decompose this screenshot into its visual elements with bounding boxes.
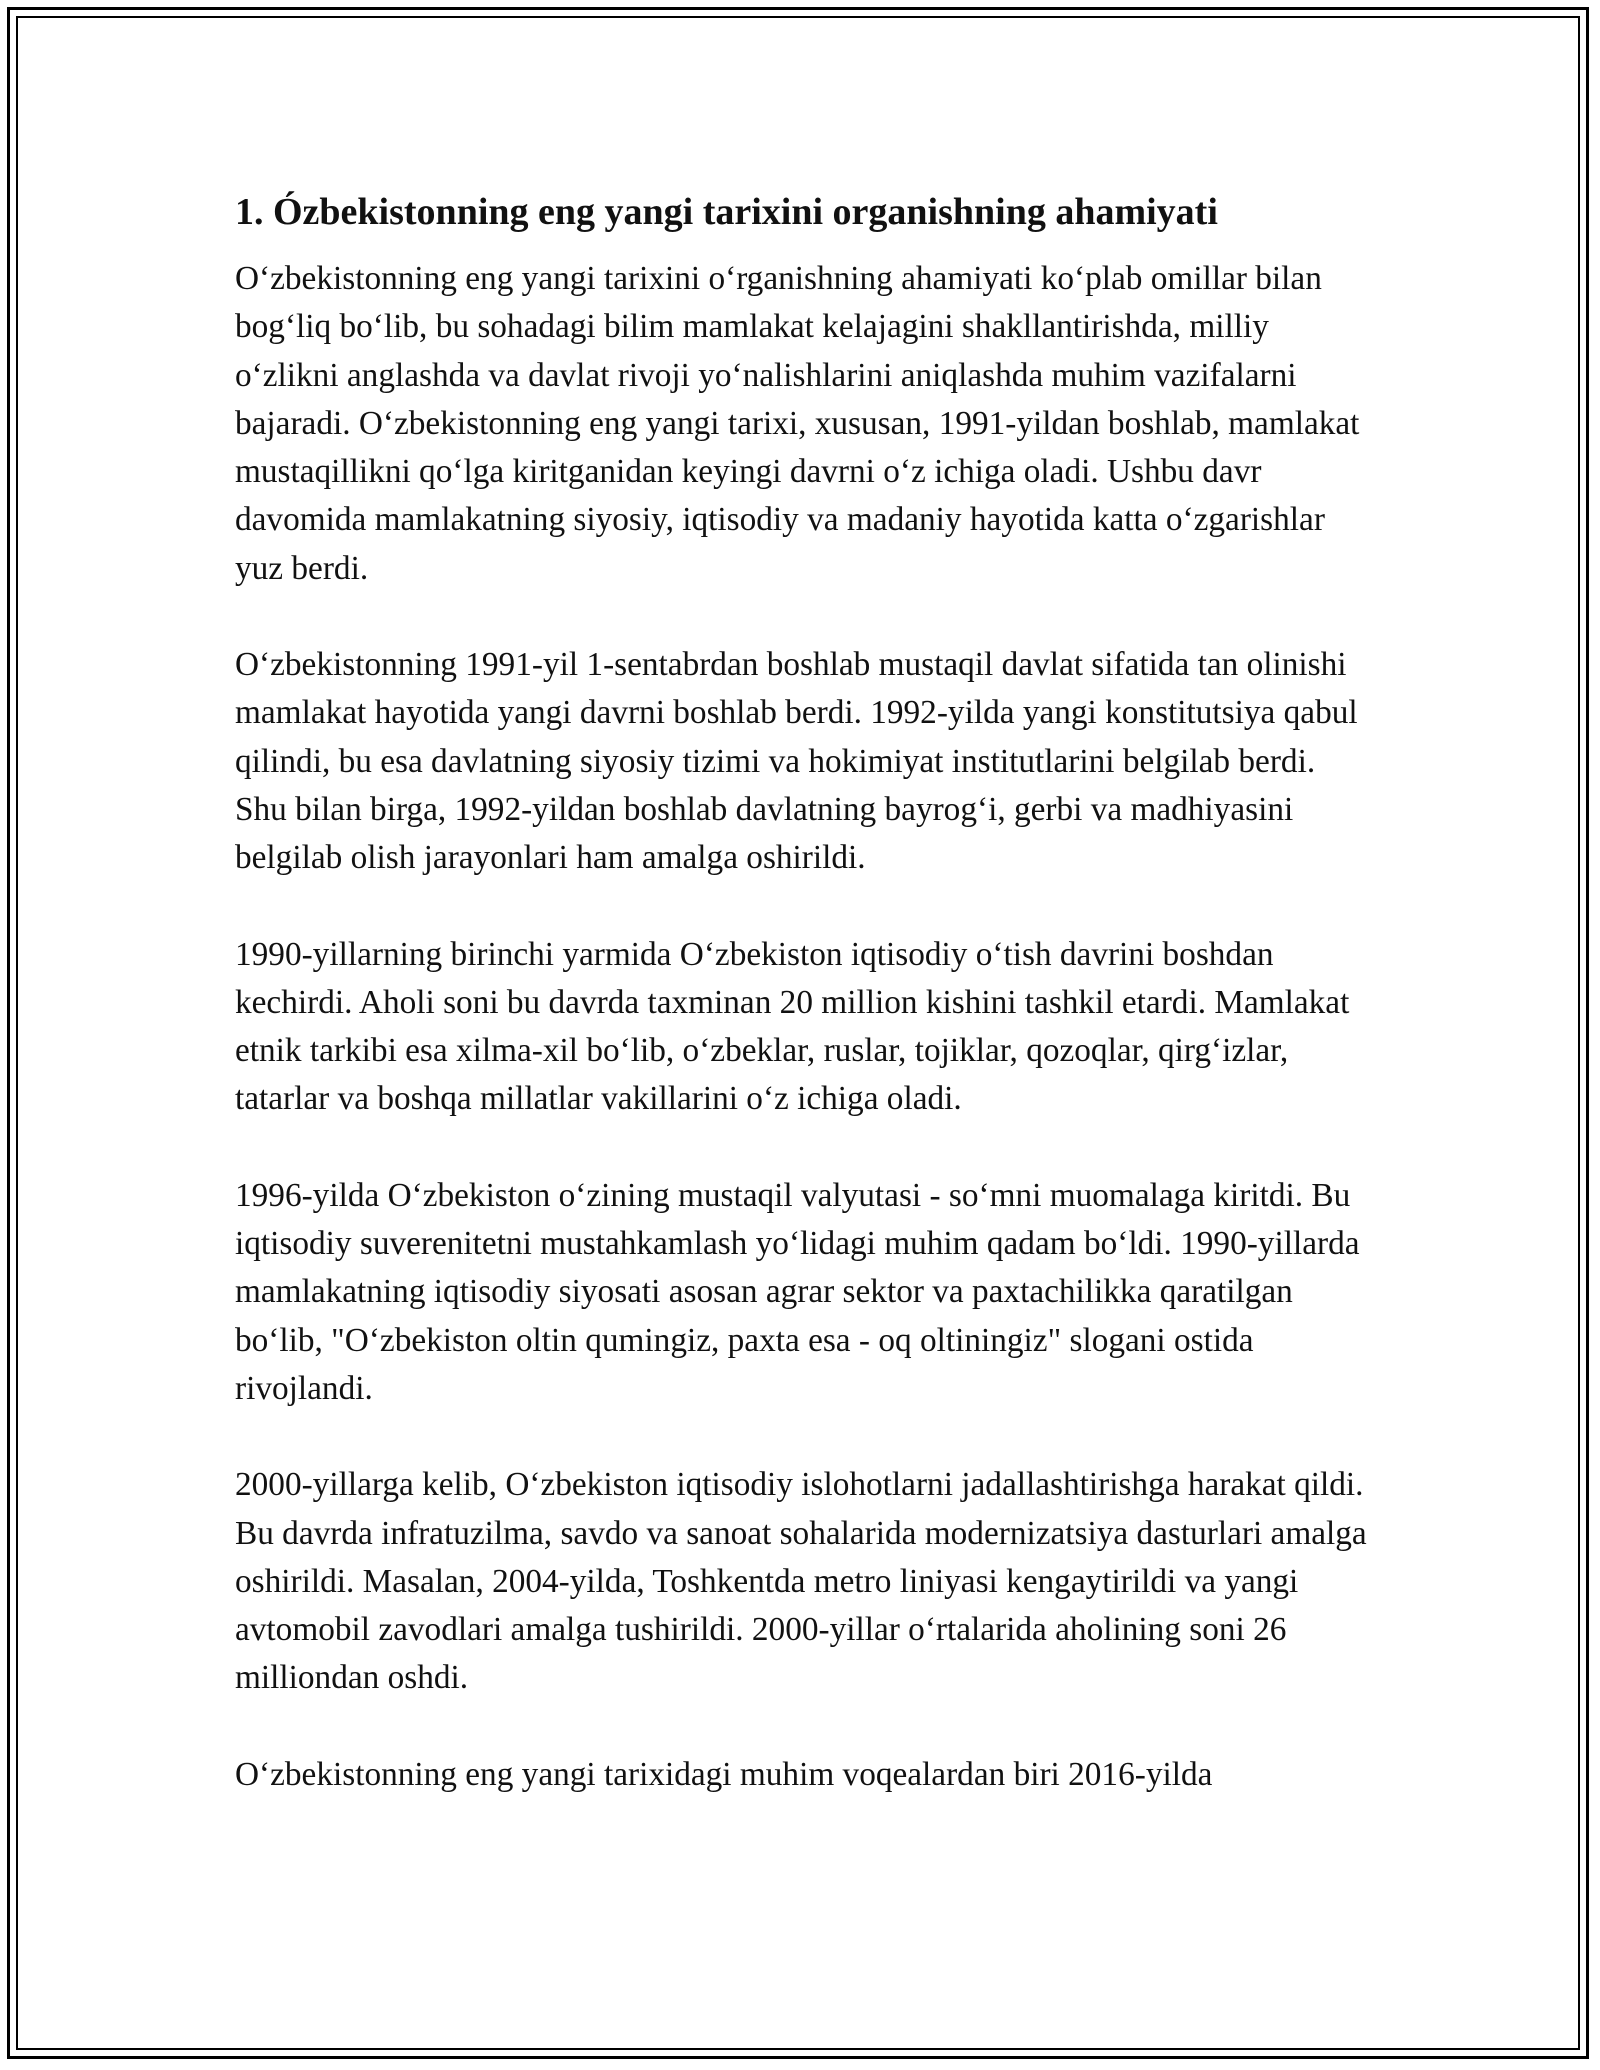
paragraph-5: 2000-yillarga kelib, O‘zbekiston iqtisodiy islohotlarni jadallashtirishga harakat qildi. Bu davrda infratuzilma, savdo va sanoat sohalarida modernizatsiya dasturlari amalga oshirildi. Masalan, 2004-yilda, Toshkentda metro liniyasi kengaytirildi va yangi avtomobil zavodlari amalga tushirildi. 2000-yillar o‘rtalarida aholining soni 26 milliondan oshdi. [235,1466,1367,1697]
document-body [235,183,1370,1847]
paragraph-4: 1996-yilda O‘zbekiston o‘zining mustaqil valyutasi - so‘mni muomalaga kiritdi. Bu iqtisodiy suverenitetni mustahkamlash yo‘lidagi muhim qadam bo‘ldi. 1990-yillarda mamlakatning iqtisodiy siyosati asosan agrar sektor va paxtachilikka qaratilgan bo‘lib, "O‘zbekiston oltin qumingiz, paxta esa - oq oltiningiz" slogani ostida rivojlandi. [235,1176,1360,1407]
paragraph-2: O‘zbekistonning 1991-yil 1-sentabrdan boshlab mustaqil davlat sifatida tan olinishi mamlakat hayotida yangi davrni boshlab berdi. 1992-yilda yangi konstitutsiya qabul qilindi, bu esa davlatning siyosiy tizimi va hokimiyat institutlarini belgilab berdi. Shu bilan birga, 1992-yildan boshlab davlatning bayrog‘i, gerbi va madhiyasini belgilab olish jarayonlari ham amalga oshirildi. [235,646,1358,877]
paragraph-3: 1990-yillarning birinchi yarmida O‘zbekiston iqtisodiy o‘tish davrini boshdan kechirdi. Aholi soni bu davrda taxminan 20 million kishini tashkil etardi. Mamlakat etnik tarkibi esa xilma-xil bo‘lib, o‘zbeklar, ruslar, tojiklar, qozoqlar, qirg‘izlar, tatarlar va boshqa millatlar vakillarini o‘z ichiga oladi. [235,935,1350,1118]
paragraph-1: O‘zbekistonning eng yangi tarixini o‘rganishning ahamiyati ko‘plab omillar bilan bog‘liq bo‘lib, bu sohadagi bilim mamlakat kelajagini shakllantirishda, milliy o‘zlikni anglashda va davlat rivoji yo‘nalishlarini aniqlashda muhim vazifalarni bajaradi. O‘zbekistonning eng yangi tarixi, xususan, 1991-yildan boshlab, mamlakat mustaqillikni qo‘lga kiritganidan keyingi davrni o‘z ichiga oladi. Ushbu davr davomida mamlakatning siyosiy, iqtisodiy va madaniy hayotida katta o‘zgarishlar yuz berdi. [235,260,1360,587]
paragraph-6: O‘zbekistonning eng yangi tarixidagi muhim voqealardan biri 2016-yilda [235,1755,1213,1793]
document-title: 1. Ózbekistonning eng yangi tarixini organishning ahamiyati [235,191,1218,233]
